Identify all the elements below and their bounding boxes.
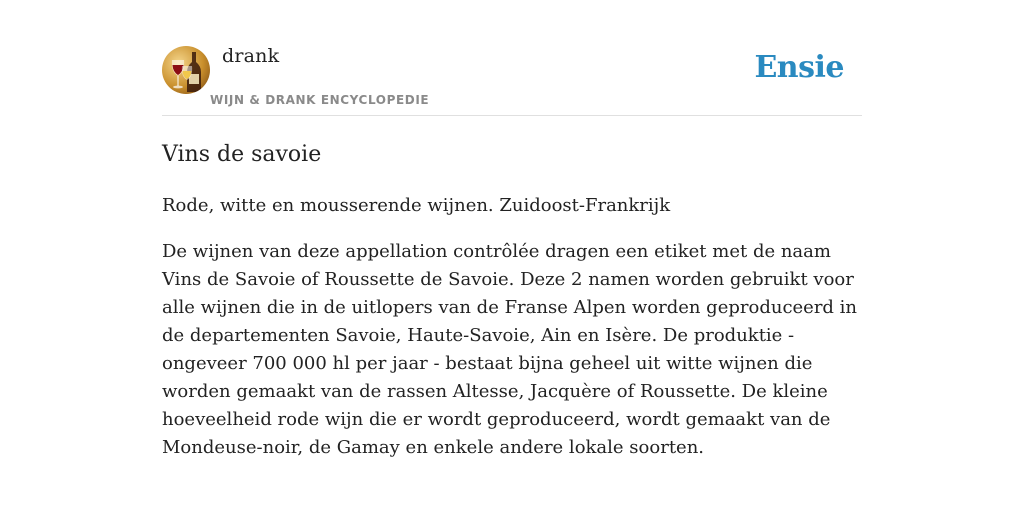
category-label[interactable]: drank (222, 45, 280, 67)
article-title: Vins de savoie (162, 142, 322, 167)
site-subtitle: WIJN & DRANK ENCYCLOPEDIE (210, 93, 430, 107)
article-lead: Rode, witte en mousserende wijnen. Zuidoost-Frankrijk (162, 195, 671, 216)
content-container (162, 0, 862, 462)
wine-glasses-icon[interactable] (162, 46, 210, 94)
brand-logo[interactable]: Ensie (754, 50, 844, 85)
header (162, 0, 862, 116)
article-body: De wijnen van deze appellation contrôlée dragen een etiket met de naam Vins de Savoie of Roussette de Savoie. Deze 2 namen worden gebruikt voor alle wijnen die in de uitlopers van de Franse Alpen worden geproduceerd in de departementen Savoie, Haute-Savoie, Ain en Isère. De produktie - ongeveer 700 000 hl per jaar - bestaat bijna geheel uit witte wijnen die worden gemaakt van de rassen Altesse, Jacquère of Roussette. De kleine hoeveelheid rode wijn die er wordt geproduceerd, wordt gemaakt van de Mondeuse-noir, de Gamay en enkele andere lokale soorten. (162, 241, 858, 458)
